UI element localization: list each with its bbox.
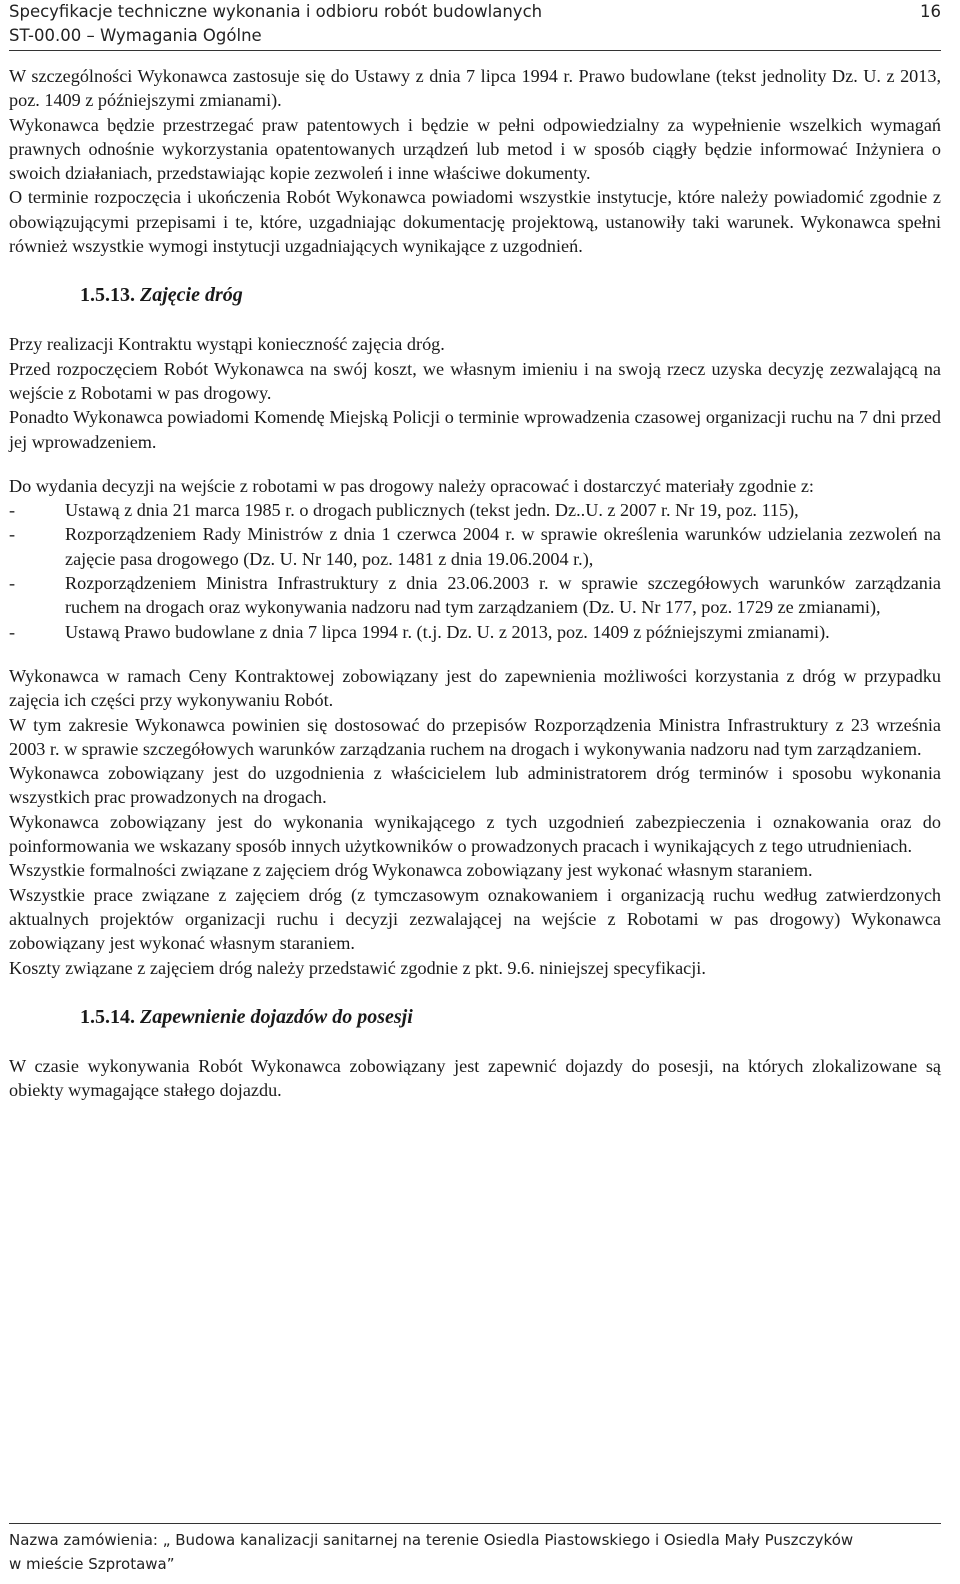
header-code: ST-00.00 – Wymagania Ogólne bbox=[9, 26, 262, 45]
paragraph: Przed rozpoczęciem Robót Wykonawca na swój koszt, we własnym imieniu i na swoją rzecz uzyska decyzję zezwalającą na wejście z Robotami w pas drogowy. bbox=[9, 358, 941, 403]
paragraph: Ponadto Wykonawca powiadomi Komendę Miejską Policji o terminie wprowadzenia czasowej organizacji ruchu na 7 dni przed jej wprowadzeniem. bbox=[9, 407, 941, 452]
list-item-text: Ustawą Prawo budowlane z dnia 7 lipca 1994 r. (t.j. Dz. U. z 2013, poz. 1409 z późniejszymi zmianami). bbox=[65, 621, 830, 642]
paragraph: Wykonawca zobowiązany jest do uzgodnienia z właścicielem lub administratorem dróg terminów i sposobu wykonania wszystkich prac prowadzonych na drogach. bbox=[9, 763, 941, 808]
regulations-list bbox=[9, 498, 941, 644]
section-number: 1.5.13. bbox=[80, 284, 135, 307]
paragraph: W tym zakresie Wykonawca powinien się dostosować do przepisów Rozporządzenia Ministra Infrastruktury z 23 września 2003 r. w sprawie szczegółowych warunków zarządzania ruchem na drogach i wykonywania nadzoru nad tym zarządzaniem. bbox=[9, 714, 941, 759]
paragraph: O terminie rozpoczęcia i ukończenia Robót Wykonawca powiadomi wszystkie instytucje, które należy powiadomić zgodnie z obowiązującymi przepisami i te, które, uzgadniając dokumentację projektową, ustanowiły taki warunek. Wykonawca spełni również wszystkie wymogi instytucji uzgadniających wynikające z uzgodnień. bbox=[9, 187, 941, 257]
paragraph: Wykonawca w ramach Ceny Kontraktowej zobowiązany jest do zapewnienia możliwości korzystania z dróg w przypadku zajęcia ich części przy wykonywaniu Robót. bbox=[9, 665, 941, 711]
list-item-text: Rozporządzeniem Ministra Infrastruktury z dnia 23.06.2003 r. w sprawie szczegółowych warunków zarządzania ruchem na drogach oraz wykonywania nadzoru nad tym zarządzaniem (Dz. U. Nr 177, poz. 1729 ze zmianami), bbox=[65, 573, 941, 618]
list-item-text: Ustawą z dnia 21 marca 1985 r. o drogach publicznych (tekst jedn. Dz..U. z 2007 r. Nr 19, poz. 115), bbox=[65, 500, 799, 521]
section-number: 1.5.14. bbox=[80, 1005, 135, 1028]
section-title: Zajęcie dróg bbox=[140, 284, 243, 307]
list-item: - Ustawą Prawo budowlane z dnia 7 lipca 1994 r. (t.j. Dz. U. z 2013, poz. 1409 z późniejszymi zmianami). bbox=[9, 621, 830, 642]
list-item: - Ustawą z dnia 21 marca 1985 r. o drogach publicznych (tekst jedn. Dz..U. z 2007 r. Nr 19, poz. 115), bbox=[9, 500, 799, 521]
section-title: Zapewnienie dojazdów do posesji bbox=[140, 1005, 413, 1028]
paragraph: Koszty związane z zajęciem dróg należy przedstawić zgodnie z pkt. 9.6. niniejszej specyfikacji. bbox=[9, 957, 706, 978]
list-item-text: Rozporządzeniem Rady Ministrów z dnia 1 czerwca 2004 r. w sprawie określenia warunków udzielania zezwoleń na zajęcie pasa drogowego (Dz. U. Nr 140, poz. 1481 z dnia 19.06.2004 r.), bbox=[65, 524, 941, 569]
section-heading-1-5-13 bbox=[9, 282, 941, 308]
footer-line: Nazwa zamówienia: „ Budowa kanalizacji sanitarnej na terenie Osiedla Piastowskiego i Osiedla Mały Puszczyków bbox=[9, 1531, 854, 1549]
header-divider bbox=[9, 50, 941, 51]
page-footer bbox=[9, 1528, 941, 1576]
paragraph: Wszystkie prace związane z zajęciem dróg (z tymczasowym oznakowaniem i organizacją ruchu według zatwierdzonych aktualnych projektów organizacji ruchu i decyzji zezwalającej na wejście z Robotami w pas drogowy) Wykonawca zobowiązany jest wykonać własnym staraniem. bbox=[9, 884, 941, 954]
footer-line: w mieście Szprotawa” bbox=[9, 1555, 175, 1573]
paragraph: Wszystkie formalności związane z zajęciem dróg Wykonawca zobowiązany jest wykonać własnym staraniem. bbox=[9, 860, 813, 881]
list-item: - Rozporządzeniem Ministra Infrastruktury z dnia 23.06.2003 r. w sprawie szczegółowych warunków zarządzania ruchem na drogach oraz wykonywania nadzoru nad tym zarządzaniem (Dz. U. Nr 177, poz. 1729 ze zmianami), bbox=[9, 573, 941, 618]
header-title: Specyfikacje techniczne wykonania i odbioru robót budowlanych bbox=[9, 2, 543, 21]
paragraph: Wykonawca zobowiązany jest do wykonania wynikającego z tych uzgodnień zabezpieczenia i oznakowania oraz do poinformowania we wskazany sposób innych użytkowników o prowadzonych pracach i wynikających z tego utrudnieniach. bbox=[9, 811, 941, 857]
paragraph: W szczególności Wykonawca zastosuje się do Ustawy z dnia 7 lipca 1994 r. Prawo budowlane (tekst jednolity Dz. U. z 2013, poz. 1409 z późniejszymi zmianami). bbox=[9, 66, 941, 111]
paragraph: W czasie wykonywania Robót Wykonawca zobowiązany jest zapewnić dojazdy do posesji, na których zlokalizowane są obiekty wymagające stałego dojazdu. bbox=[9, 1055, 941, 1101]
paragraph: Przy realizacji Kontraktu wystąpi konieczność zajęcia dróg. bbox=[9, 334, 445, 355]
section-heading-1-5-14 bbox=[9, 1004, 941, 1030]
list-item: - Rozporządzeniem Rady Ministrów z dnia 1 czerwca 2004 r. w sprawie określenia warunków udzielania zezwoleń na zajęcie pasa drogowego (Dz. U. Nr 140, poz. 1481 z dnia 19.06.2004 r.), bbox=[9, 524, 941, 569]
footer-divider bbox=[9, 1523, 941, 1524]
paragraph: Wykonawca będzie przestrzegać praw patentowych i będzie w pełni odpowiedzialny za wypełnienie wszelkich wymagań prawnych odnośnie wykorzystania opatentowanych urządzeń lub metod i w sposób ciągły będzie informować Inżyniera o swoich działaniach, przedstawiając kopie zezwoleń i inne właściwe dokumenty. bbox=[9, 114, 941, 184]
page-number: 16 bbox=[920, 2, 941, 21]
page-header bbox=[9, 0, 941, 48]
document-body bbox=[9, 64, 941, 1102]
paragraph: Do wydania decyzji na wejście z robotami w pas drogowy należy opracować i dostarczyć materiały zgodnie z: bbox=[9, 475, 814, 496]
